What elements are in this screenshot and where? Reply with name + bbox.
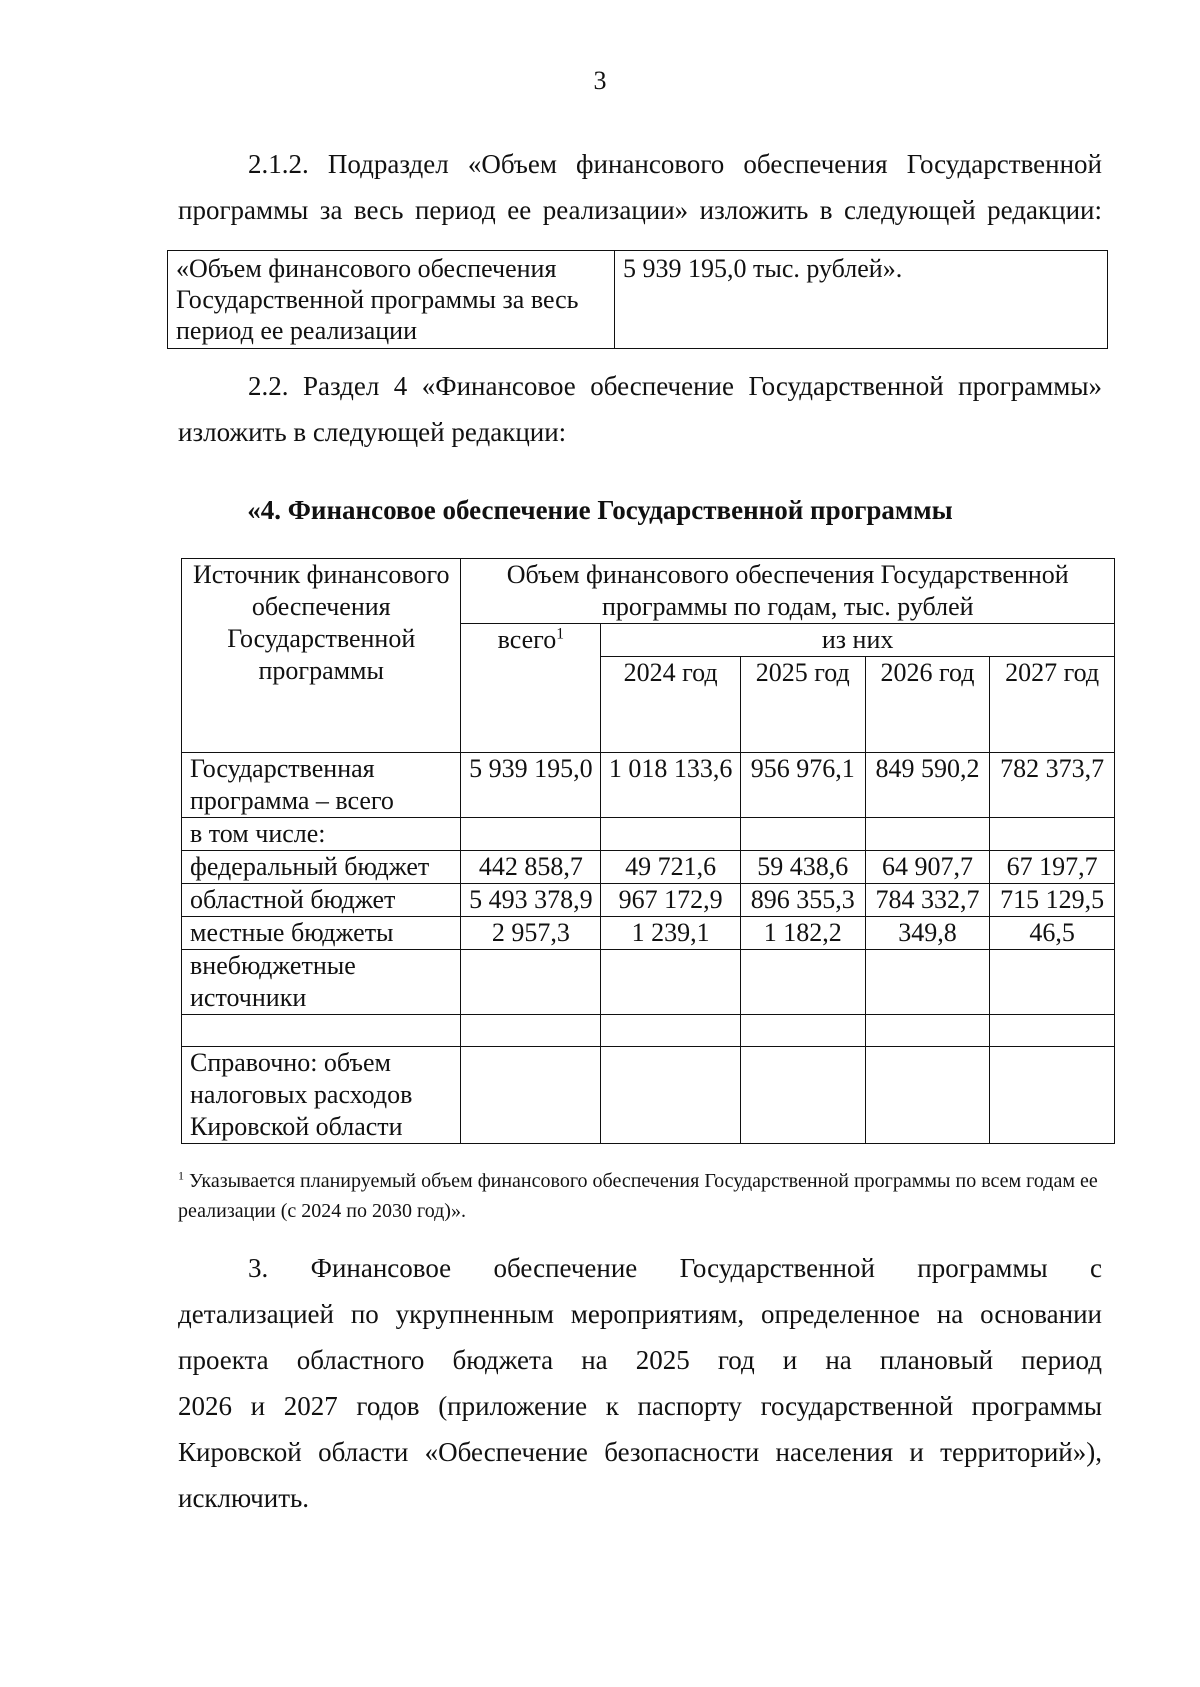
row-label: областной бюджет xyxy=(182,884,461,917)
page-number: 3 xyxy=(593,66,607,95)
table-row xyxy=(182,1047,1115,1144)
cell-value xyxy=(601,818,741,851)
row-label: местные бюджеты xyxy=(182,917,461,950)
cell-value: 956 976,1 xyxy=(740,753,865,818)
paragraph-line: программы за весь период ее реализации» изложить в следующей редакции: xyxy=(178,195,1102,225)
cell-value xyxy=(865,1047,990,1144)
cell-value xyxy=(990,1047,1115,1144)
cell-value: 715 129,5 xyxy=(990,884,1115,917)
cell-value: 5 939 195,0 xyxy=(461,753,601,818)
paragraph-line: 2.2. Раздел 4 «Финансовое обеспечение Государственной программы» xyxy=(248,371,1102,401)
cell-value xyxy=(461,1047,601,1144)
paragraph-line: проекта областного бюджета на 2025 год и на плановый период xyxy=(178,1345,1102,1375)
paragraph-line: исключить. xyxy=(178,1483,310,1513)
cell-value: 64 907,7 xyxy=(865,851,990,884)
paragraph-2-1-2 xyxy=(178,141,1102,233)
cell-value xyxy=(601,1015,741,1047)
cell-value xyxy=(461,1015,601,1047)
row-label: внебюджетные источники xyxy=(182,950,461,1015)
paragraph-line: Кировской области «Обеспечение безопасности населения и территорий»), xyxy=(178,1437,1102,1467)
section-title: «4. Финансовое обеспечение Государственной программы xyxy=(247,495,953,525)
financing-volume-table xyxy=(167,250,1108,349)
paragraph-line: детализацией по укрупненным мероприятиям, определенное на основании xyxy=(178,1299,1102,1329)
cell-value xyxy=(601,1047,741,1144)
cell-value: 967 172,9 xyxy=(601,884,741,917)
cell-value: 349,8 xyxy=(865,917,990,950)
cell-value: 849 590,2 xyxy=(865,753,990,818)
cell-value: 896 355,3 xyxy=(740,884,865,917)
header-volume: Объем финансового обеспечения Государственной программы по годам, тыс. рублей xyxy=(461,559,1115,624)
cell-value xyxy=(865,950,990,1015)
header-total-label: всего xyxy=(497,625,557,654)
row-label xyxy=(182,1015,461,1047)
cell-value: 1 239,1 xyxy=(601,917,741,950)
paragraph-3 xyxy=(178,1245,1102,1521)
cell-value: 59 438,6 xyxy=(740,851,865,884)
cell-value xyxy=(601,950,741,1015)
table-row xyxy=(182,917,1115,950)
cell-value xyxy=(461,818,601,851)
row-label: в том числе: xyxy=(182,818,461,851)
cell-value xyxy=(740,950,865,1015)
cell-value xyxy=(740,1047,865,1144)
header-year: 2024 год xyxy=(601,657,741,753)
row-label: Справочно: объем налоговых расходов Кировской области xyxy=(182,1047,461,1144)
header-year: 2026 год xyxy=(865,657,990,753)
cell-value: 49 721,6 xyxy=(601,851,741,884)
cell-value: 67 197,7 xyxy=(990,851,1115,884)
paragraph-line: 3. Финансовое обеспечение Государственной программы с xyxy=(248,1253,1102,1283)
cell-value: 5 493 378,9 xyxy=(461,884,601,917)
footnote-number: 1 xyxy=(178,1168,184,1183)
cell-value: 1 018 133,6 xyxy=(601,753,741,818)
header-year: 2027 год xyxy=(990,657,1115,753)
cell-value xyxy=(461,950,601,1015)
header-of-them: из них xyxy=(601,624,1115,657)
table-row xyxy=(182,753,1115,818)
paragraph-line: 2026 и 2027 годов (приложение к паспорту государственной программы xyxy=(178,1391,1102,1421)
cell-value xyxy=(740,818,865,851)
footnote xyxy=(178,1166,1102,1226)
table-row xyxy=(182,950,1115,1015)
cell-value: 2 957,3 xyxy=(461,917,601,950)
paragraph-line: изложить в следующей редакции: xyxy=(178,417,567,447)
financing-volume-value: 5 939 195,0 тыс. рублей». xyxy=(615,251,1108,349)
table-row xyxy=(182,818,1115,851)
row-label: федеральный бюджет xyxy=(182,851,461,884)
paragraph-line: 2.1.2. Подраздел «Объем финансового обеспечения Государственной xyxy=(248,149,1102,179)
footnote-text: Указывается планируемый объем финансового обеспечения Государственной программы по всем годам ее реализации (с 2024 по 2030 год)». xyxy=(178,1170,1098,1222)
cell-value: 784 332,7 xyxy=(865,884,990,917)
cell-value xyxy=(865,1015,990,1047)
footnote-marker: 1 xyxy=(556,625,564,643)
cell-value: 442 858,7 xyxy=(461,851,601,884)
cell-value xyxy=(740,1015,865,1047)
cell-value: 46,5 xyxy=(990,917,1115,950)
financing-volume-label: «Объем финансового обеспечения Государственной программы за весь период ее реализации xyxy=(168,251,615,349)
paragraph-2-2 xyxy=(178,363,1102,455)
cell-value xyxy=(990,1015,1115,1047)
row-label: Государственная программа – всего xyxy=(182,753,461,818)
header-total xyxy=(461,624,601,753)
header-source: Источник финансового обеспечения Государственной программы xyxy=(182,559,461,753)
cell-value xyxy=(990,818,1115,851)
financing-by-year-table xyxy=(181,558,1115,1144)
header-year: 2025 год xyxy=(740,657,865,753)
cell-value xyxy=(990,950,1115,1015)
cell-value xyxy=(865,818,990,851)
cell-value: 1 182,2 xyxy=(740,917,865,950)
cell-value: 782 373,7 xyxy=(990,753,1115,818)
table-row xyxy=(182,884,1115,917)
table-row xyxy=(182,851,1115,884)
table-row xyxy=(182,1015,1115,1047)
